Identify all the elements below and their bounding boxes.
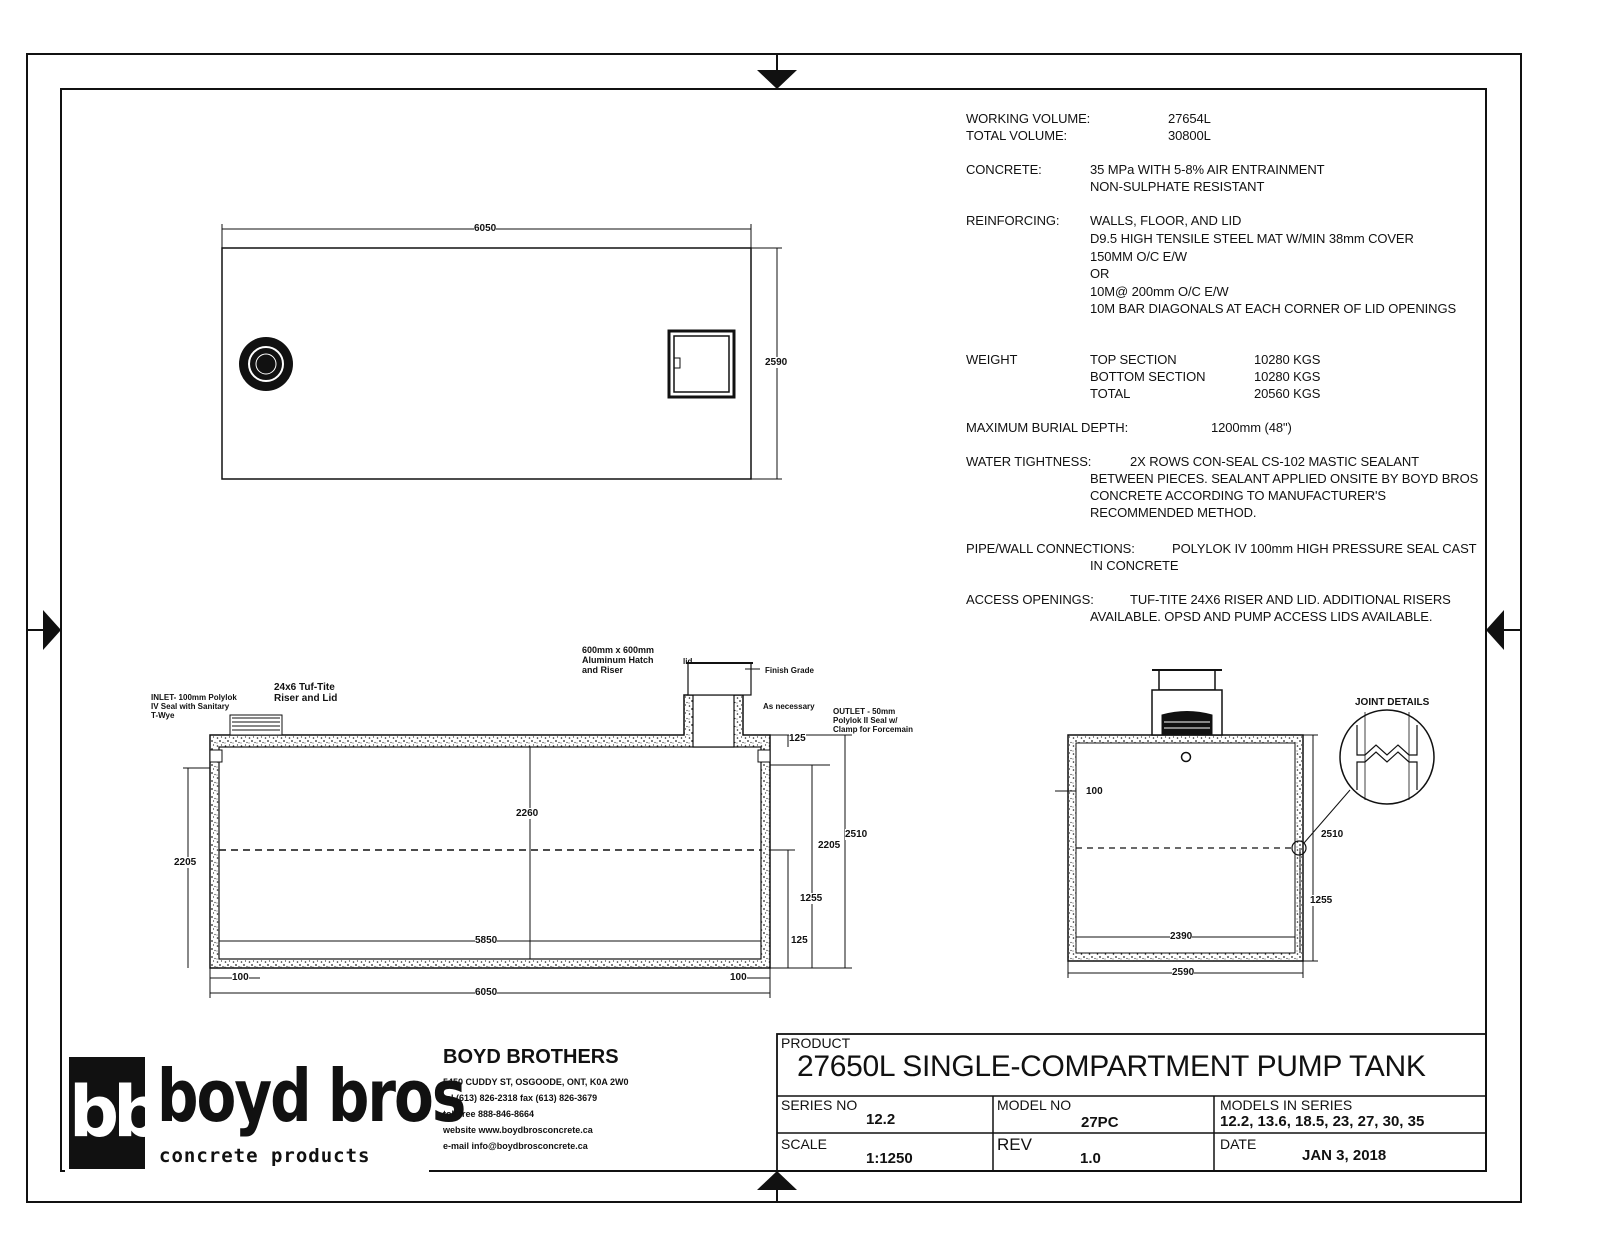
company-address: 5450 CUDDY ST, OSGOODE, ONT, K0A 2W0 — [443, 1077, 629, 1087]
pipe-connections-line: POLYLOK IV 100mm HIGH PRESSURE SEAL CAST — [1172, 541, 1477, 556]
weight-row-value: 10280 KGS — [1254, 369, 1321, 384]
company-name: BOYD BROTHERS — [443, 1046, 619, 1068]
overall-length-label: 6050 — [475, 987, 498, 998]
scale-label: SCALE — [781, 1136, 827, 1152]
burial-depth-value: 1200mm (48") — [1211, 420, 1292, 435]
overall-height-label: 2510 — [845, 829, 868, 840]
working-volume-label: WORKING VOLUME: — [966, 111, 1091, 126]
top-thickness-label: 125 — [789, 733, 806, 744]
water-tightness-line: CONCRETE ACCORDING TO MANUFACTURER'S — [1090, 488, 1386, 503]
hatch-note: 600mm x 600mm Aluminum Hatch and Riser — [582, 645, 655, 675]
company-tollfree: toll free 888-846-8664 — [443, 1109, 535, 1119]
bottom-thickness-label: 125 — [791, 935, 808, 946]
concrete-label: CONCRETE: — [966, 162, 1042, 177]
product-label: PRODUCT — [781, 1035, 851, 1051]
concrete-line: NON-SULPHATE RESISTANT — [1090, 179, 1265, 194]
weight-row-name: BOTTOM SECTION — [1090, 369, 1206, 384]
inner-length-label: 5850 — [475, 935, 498, 946]
total-volume-value: 30800L — [1168, 128, 1211, 143]
water-tightness-line: 2X ROWS CON-SEAL CS-102 MASTIC SEALANT — [1130, 454, 1420, 469]
right-inner-label: 2205 — [818, 840, 841, 851]
water-level-label: 1255 — [800, 893, 823, 904]
reinforcing-line: OR — [1090, 266, 1110, 281]
plan-length-label: 6050 — [474, 223, 497, 234]
weight-row-value: 10280 KGS — [1254, 352, 1321, 367]
access-openings-line: AVAILABLE. OPSD AND PUMP ACCESS LIDS AVAILABLE. — [1090, 609, 1433, 624]
access-openings-label: ACCESS OPENINGS: — [966, 592, 1094, 607]
end-outer-width-label: 2590 — [1172, 967, 1195, 978]
rev-label: REV — [997, 1135, 1032, 1154]
pipe-connections-label: PIPE/WALL CONNECTIONS: — [966, 541, 1135, 556]
end-wall-label: 100 — [1086, 786, 1103, 797]
water-tightness-label: WATER TIGHTNESS: — [966, 454, 1092, 469]
models-label: MODELS IN SERIES — [1220, 1097, 1353, 1113]
company-phone: tel (613) 826-2318 fax (613) 826-3679 — [443, 1093, 598, 1103]
inlet-note: INLET- 100mm Polylok IV Seal with Sanitary T-Wye — [151, 693, 237, 720]
rev-value: 1.0 — [1080, 1150, 1101, 1167]
right-wall-label: 100 — [730, 972, 747, 983]
outlet-note: OUTLET - 50mm Polylok II Seal w/ Clamp for Forcemain — [833, 707, 914, 734]
plan-width-label: 2590 — [765, 357, 788, 368]
pipe-connections-line: IN CONCRETE — [1090, 558, 1179, 573]
access-openings-line: TUF-TITE 24X6 RISER AND LID. ADDITIONAL RISERS — [1130, 592, 1451, 607]
reinforcing-line: WALLS, FLOOR, AND LID — [1090, 213, 1242, 228]
end-level-label: 1255 — [1310, 895, 1333, 906]
logo-mark: bb — [69, 1057, 145, 1169]
joint-details-label: JOINT DETAILS — [1355, 697, 1430, 708]
reinforcing-line: 10M BAR DIAGONALS AT EACH CORNER OF LID OPENINGS — [1090, 301, 1457, 316]
models-value: 12.2, 13.6, 18.5, 23, 27, 30, 35 — [1220, 1113, 1425, 1130]
model-label: MODEL NO — [997, 1097, 1072, 1113]
hatch-tag-note: lid — [683, 657, 693, 666]
scale-value: 1:1250 — [866, 1150, 913, 1167]
series-value: 12.2 — [866, 1111, 896, 1128]
as-necessary-note: As necessary — [763, 702, 815, 711]
end-height-label: 2510 — [1321, 829, 1344, 840]
company-website: website www.boydbrosconcrete.ca — [443, 1125, 593, 1135]
weight-row-name: TOP SECTION — [1090, 352, 1177, 367]
weight-row-value: 20560 KGS — [1254, 386, 1321, 401]
date-label: DATE — [1220, 1136, 1257, 1152]
water-tightness-line: RECOMMENDED METHOD. — [1090, 505, 1257, 520]
inner-height-label: 2260 — [516, 808, 539, 819]
reinforcing-line: 10M@ 200mm O/C E/W — [1090, 284, 1229, 299]
product-title: 27650L SINGLE-COMPARTMENT PUMP TANK — [797, 1050, 1426, 1083]
finish-grade-note: Finish Grade — [765, 666, 814, 675]
reinforcing-label: REINFORCING: — [966, 213, 1060, 228]
total-volume-label: TOTAL VOLUME: — [966, 128, 1068, 143]
water-tightness-line: BETWEEN PIECES. SEALANT APPLIED ONSITE BY BOYD BROS — [1090, 471, 1479, 486]
concrete-line: 35 MPa WITH 5-8% AIR ENTRAINMENT — [1090, 162, 1325, 177]
series-label: SERIES NO — [781, 1097, 858, 1113]
logo-wordmark: boyd bros — [157, 1053, 465, 1139]
logo-subtitle: concrete products — [159, 1145, 371, 1167]
date-value: JAN 3, 2018 — [1302, 1147, 1387, 1164]
weight-label: WEIGHT — [966, 352, 1018, 367]
reinforcing-line: D9.5 HIGH TENSILE STEEL MAT W/MIN 38mm COVER — [1090, 231, 1414, 246]
end-inner-width-label: 2390 — [1170, 931, 1193, 942]
left-height-label: 2205 — [174, 857, 197, 868]
weight-row-name: TOTAL — [1090, 386, 1131, 401]
working-volume-value: 27654L — [1168, 111, 1211, 126]
riser-note: 24x6 Tuf-Tite Riser and Lid — [274, 682, 338, 704]
company-email: e-mail info@boydbrosconcrete.ca — [443, 1141, 588, 1151]
left-wall-label: 100 — [232, 972, 249, 983]
reinforcing-line: 150MM O/C E/W — [1090, 249, 1187, 264]
burial-depth-label: MAXIMUM BURIAL DEPTH: — [966, 420, 1129, 435]
model-value: 27PC — [1081, 1114, 1119, 1131]
